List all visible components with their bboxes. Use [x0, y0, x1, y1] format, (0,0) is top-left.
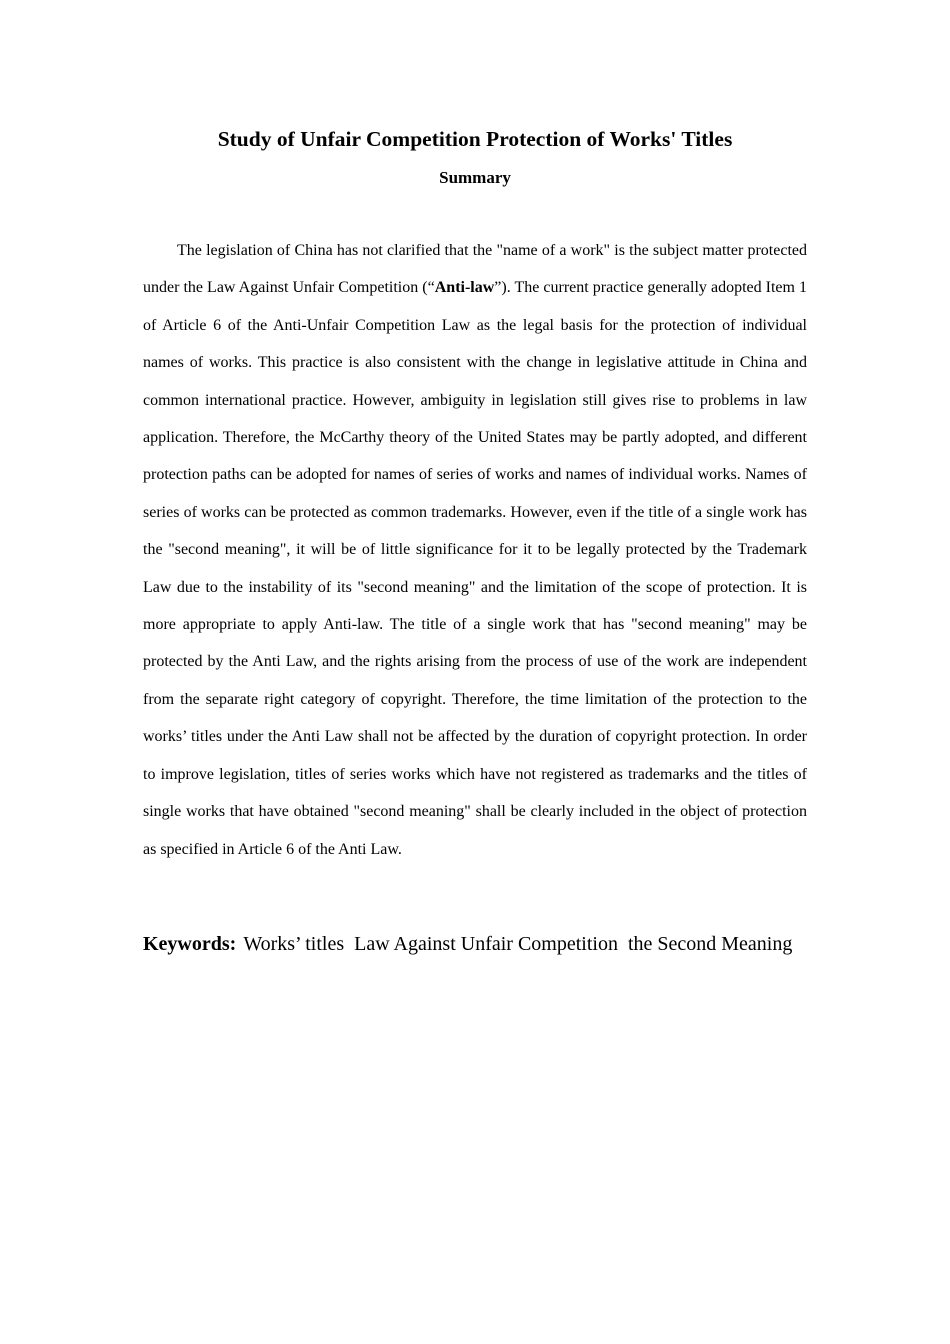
keywords-value: Works’ titles Law Against Unfair Competition the Second Meaning — [243, 932, 793, 955]
keywords-label: Keywords: — [143, 932, 237, 955]
summary-paragraph — [143, 232, 807, 868]
page-content — [143, 0, 807, 973]
summary-text-after-bold: ”). The current practice generally adopted Item 1 of Article 6 of the Anti-Unfair Competition Law as the legal basis for the protection of individual names of works. This practice is also consistent with the change in legislative attitude in China and common international practice. However, ambiguity in legislation still gives rise to problems in law application. Therefore, the McCarthy theory of the United States may be partly adopted, and different protection paths can be adopted for names of series of works and names of individual works. Names of series of works can be protected as common trademarks. However, even if the title of a single work has the "second meaning", it will be of little significance for it to be legally protected by the Trademark Law due to the instability of its "second meaning" and the limitation of the scope of protection. It is more appropriate to apply Anti-law. The title of a single work that has "second meaning" may be protected by the Anti Law, and the rights arising from the process of use of the work are independent from the separate right category of copyright. Therefore, the time limitation of the protection to the works’ titles under the Anti Law shall not be affected by the duration of copyright protection. In order to improve legislation, titles of series works which have not registered as trademarks and the titles of single works that have obtained "second meaning" shall be clearly included in the object of protection as specified in Article 6 of the Anti Law. — [143, 279, 808, 858]
document-title: Study of Unfair Competition Protection of Works' Titles — [217, 127, 733, 151]
summary-bold-term: Anti-law — [434, 279, 495, 297]
summary-text-before-bold: The legislation of China has not clarified that the "name of a work" is the subject matter protected under the Law Against Unfair Competition (“ — [143, 242, 807, 297]
document-subtitle: Summary — [439, 168, 511, 187]
keywords-line — [143, 916, 807, 973]
